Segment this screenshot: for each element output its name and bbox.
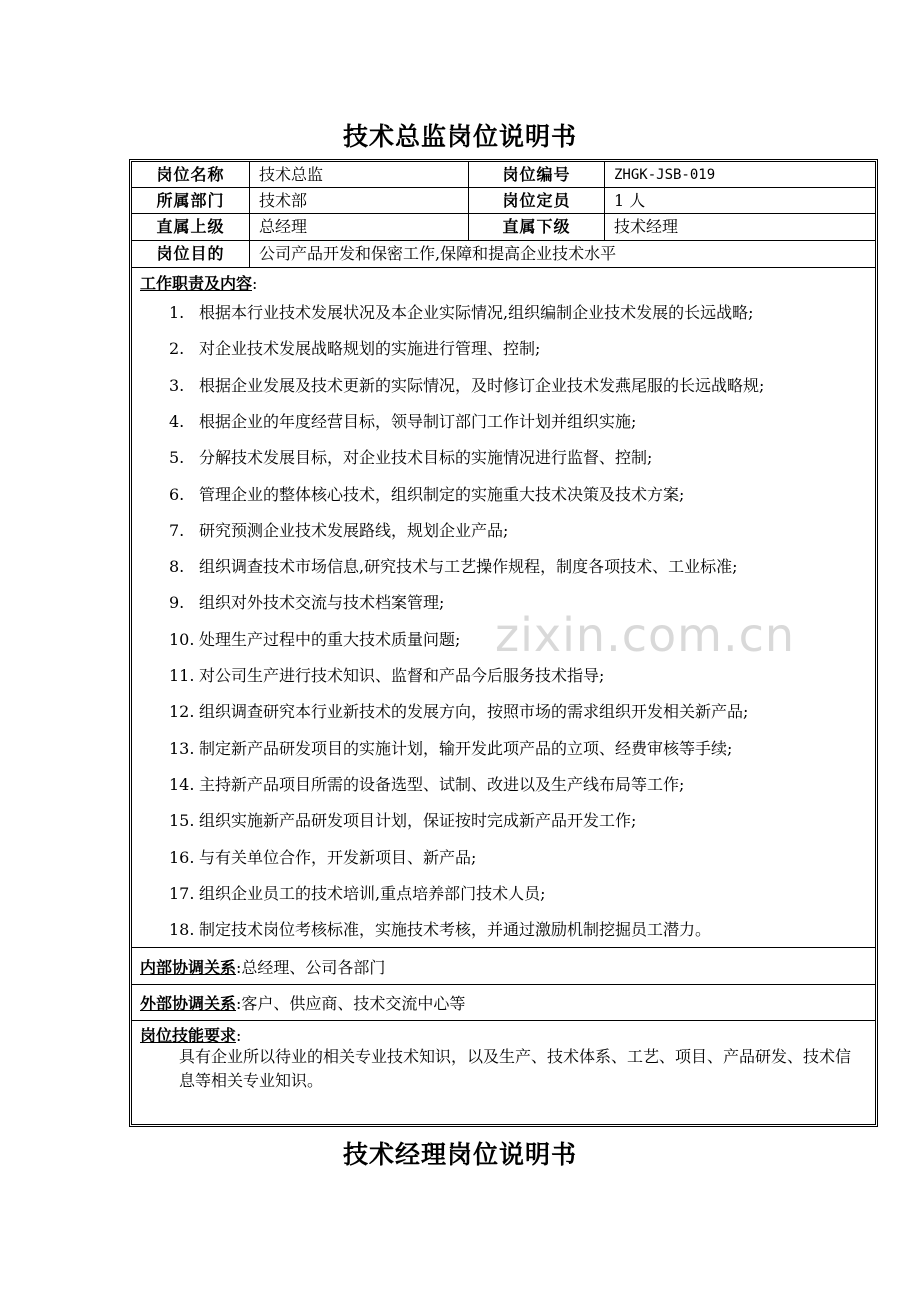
duty-text: 对企业技术发展战略规划的实施进行管理、控制; <box>199 339 541 358</box>
duty-number: 14. <box>169 775 195 794</box>
label-position-name: 岗位名称 <box>156 164 225 184</box>
duty-item <box>169 919 711 941</box>
duty-number: 17. <box>169 884 195 903</box>
duties-heading <box>140 271 257 294</box>
duties-heading-text: 工作职责及内容 <box>140 274 253 293</box>
duty-item <box>169 665 604 687</box>
duty-text: 对公司生产进行技术知识、监督和产品今后服务技术指导; <box>199 666 605 685</box>
duty-item <box>169 338 540 360</box>
duty-text: 管理企业的整体核心技术，组织制定的实施重大技术决策及技术方案; <box>199 485 685 504</box>
internal-heading: 内部协调关系 <box>140 958 237 977</box>
duty-text: 制定技术岗位考核标准，实施技术考核，并通过激励机制挖掘员工潜力。 <box>199 920 712 939</box>
label-subordinate: 直属下级 <box>468 214 604 240</box>
duty-text: 主持新产品项目所需的设备选型、试制、改进以及生产线布局等工作; <box>199 775 685 794</box>
duty-item <box>169 411 636 433</box>
job-description-table <box>129 159 878 1127</box>
duty-number: 9. <box>169 593 185 612</box>
duties-section <box>132 268 875 948</box>
duty-number: 7. <box>169 521 185 540</box>
internal-text: 总经理、公司各部门 <box>241 958 386 977</box>
value-department: 技术部 <box>249 188 468 213</box>
label-department: 所属部门 <box>156 190 225 210</box>
duty-text: 根据企业发展及技术更新的实际情况，及时修订企业技术发燕尾服的长远战略规; <box>199 376 765 395</box>
duty-item <box>169 701 748 723</box>
duty-item <box>169 774 684 796</box>
value-position-name: 技术总监 <box>249 162 468 187</box>
external-heading: 外部协调关系 <box>140 994 237 1013</box>
duty-item <box>169 447 652 469</box>
duty-number: 13. <box>169 739 195 758</box>
duty-text: 分解技术发展目标，对企业技术目标的实施情况进行监督、控制; <box>199 448 653 467</box>
watermark: zixin.com.cn <box>495 608 796 662</box>
duty-number: 11. <box>169 666 195 685</box>
duty-text: 制定新产品研发项目的实施计划，输开发此项产品的立项、经费审核等手续; <box>199 739 733 758</box>
duty-text: 组织调查研究本行业新技术的发展方向，按照市场的需求组织开发相关新产品; <box>199 702 749 721</box>
duty-item <box>169 738 732 760</box>
duty-number: 15. <box>169 811 195 830</box>
duty-item <box>169 629 460 651</box>
duty-number: 6. <box>169 485 185 504</box>
duty-item <box>169 520 508 542</box>
document-title: 技术总监岗位说明书 <box>342 122 577 151</box>
external-text: 客户、供应商、技术交流中心等 <box>241 994 466 1013</box>
skills-section <box>132 1021 875 1124</box>
duty-number: 2. <box>169 339 185 358</box>
duty-number: 5. <box>169 448 185 467</box>
value-purpose: 公司产品开发和保密工作,保障和提高企业技术水平 <box>249 241 875 267</box>
internal-coordination <box>140 955 385 978</box>
info-row <box>132 188 875 214</box>
info-row <box>132 162 875 188</box>
external-coordination <box>140 991 465 1014</box>
value-subordinate: 技术经理 <box>604 214 875 240</box>
skills-heading-line <box>140 1023 241 1046</box>
value-supervisor: 总经理 <box>249 214 468 240</box>
internal-colon: : <box>236 958 242 977</box>
duties-heading-colon: : <box>252 274 258 293</box>
label-purpose: 岗位目的 <box>156 244 225 263</box>
duty-number: 12. <box>169 702 195 721</box>
duty-text: 组织企业员工的技术培训,重点培养部门技术人员; <box>199 884 546 903</box>
duty-text: 处理生产过程中的重大技术质量问题; <box>199 630 461 649</box>
external-colon: : <box>236 994 242 1013</box>
duty-number: 8. <box>169 557 185 576</box>
external-coordination-row <box>132 985 875 1021</box>
duty-item <box>169 592 444 614</box>
duty-number: 3. <box>169 376 185 395</box>
skills-text: 具有企业所以待业的相关专业技术知识，以及生产、技术体系、工艺、项目、产品研发、技术信息等相关专业知识。 <box>179 1047 852 1090</box>
duty-text: 研究预测企业技术发展路线，规划企业产品; <box>199 521 509 540</box>
duty-text: 组织对外技术交流与技术档案管理; <box>199 593 445 612</box>
duty-number: 18. <box>169 920 195 939</box>
duty-item <box>169 484 684 506</box>
next-document-title: 技术经理岗位说明书 <box>342 1140 577 1169</box>
duty-item <box>169 556 737 578</box>
value-position-code: ZHGK-JSB-019 <box>604 162 875 187</box>
duty-item <box>169 302 753 324</box>
duty-text: 组织调查技术市场信息,研究技术与工艺操作规程，制度各项技术、工业标准; <box>199 557 738 576</box>
duty-text: 与有关单位合作，开发新项目、新产品; <box>199 848 477 867</box>
skills-colon: : <box>236 1026 242 1045</box>
duty-number: 4. <box>169 412 185 431</box>
duty-number: 1. <box>169 303 185 322</box>
duty-item <box>169 375 764 397</box>
duty-item <box>169 847 476 869</box>
skills-heading: 岗位技能要求 <box>140 1026 237 1045</box>
duty-text: 组织实施新产品研发项目计划，保证按时完成新产品开发工作; <box>199 811 637 830</box>
label-headcount: 岗位定员 <box>468 188 604 213</box>
duty-number: 16. <box>169 848 195 867</box>
label-position-code: 岗位编号 <box>468 162 604 187</box>
duty-item <box>169 883 545 905</box>
info-row <box>132 214 875 241</box>
internal-coordination-row <box>132 948 875 985</box>
duty-number: 10. <box>169 630 195 649</box>
value-headcount: 1 人 <box>604 188 875 213</box>
label-supervisor: 直属上级 <box>156 217 225 236</box>
duty-item <box>169 810 636 832</box>
purpose-row <box>132 241 875 268</box>
duty-text: 根据本行业技术发展状况及本企业实际情况,组织编制企业技术发展的长远战略; <box>199 303 754 322</box>
duty-text: 根据企业的年度经营目标，领导制订部门工作计划并组织实施; <box>199 412 637 431</box>
